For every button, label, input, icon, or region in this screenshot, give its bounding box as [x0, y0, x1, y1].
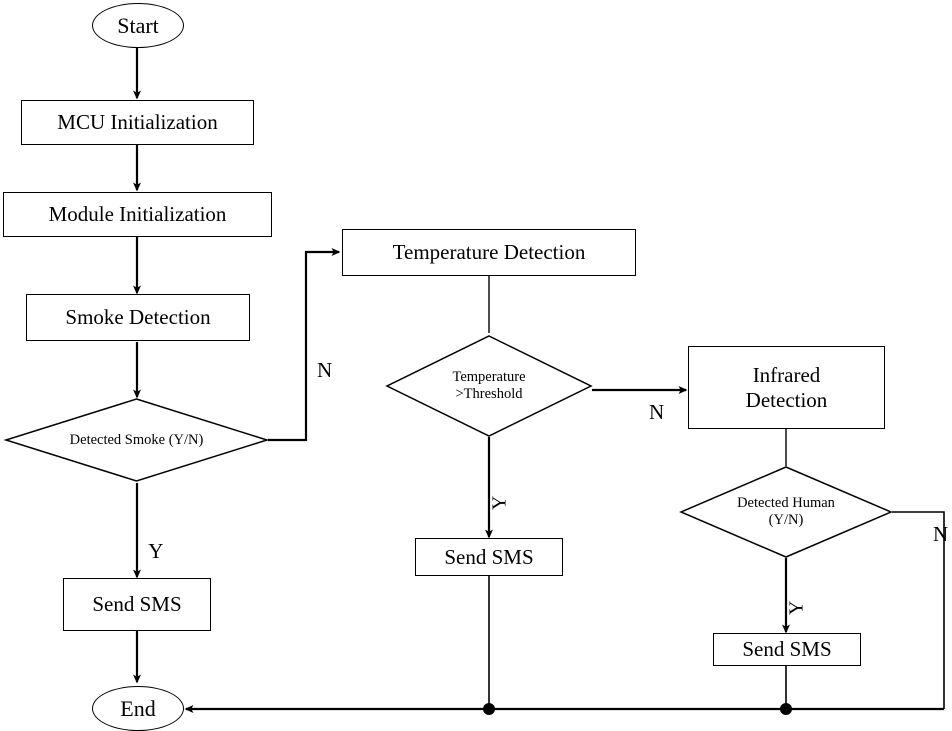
- node-temperature-decision: [386, 335, 592, 437]
- node-end-label: End: [120, 695, 156, 721]
- node-smoke-detection: [26, 294, 250, 341]
- node-mcu-initialization: [21, 100, 254, 145]
- edge-label-temperature-no: N: [649, 400, 665, 424]
- node-start-label: Start: [117, 12, 159, 38]
- node-human-decision-line1: Detected Human: [737, 495, 835, 512]
- node-mcu-initialization-label: MCU Initialization: [57, 110, 218, 135]
- node-send-sms-smoke-label: Send SMS: [92, 592, 182, 617]
- node-send-sms-human: [713, 633, 861, 666]
- node-smoke-decision: [5, 398, 268, 482]
- node-smoke-decision-label: Detected Smoke (Y/N): [69, 431, 204, 448]
- node-send-sms-temperature: [415, 538, 563, 576]
- node-temperature-detection: [342, 229, 636, 276]
- node-human-decision-line2: (Y/N): [768, 512, 804, 528]
- node-smoke-detection-label: Smoke Detection: [65, 305, 211, 330]
- edge-label-human-no: N: [933, 522, 949, 546]
- node-temperature-decision-line2: >Threshold: [455, 386, 523, 402]
- edge-label-smoke-yes: Y: [148, 539, 164, 563]
- node-human-decision: [680, 466, 892, 558]
- node-infrared-detection-line2: Detection: [745, 387, 828, 412]
- node-module-initialization: [3, 192, 272, 237]
- node-temperature-decision-line1: Temperature: [452, 369, 526, 386]
- node-send-sms-temperature-label: Send SMS: [444, 544, 534, 569]
- node-module-initialization-label: Module Initialization: [48, 202, 227, 227]
- node-end: [92, 686, 184, 731]
- edge-label-temperature-yes: Y: [488, 495, 511, 511]
- edge-label-smoke-no: N: [317, 358, 333, 382]
- edge-label-human-yes: Y: [785, 600, 808, 616]
- node-start: [92, 3, 184, 48]
- node-infrared-detection: [688, 346, 885, 429]
- node-temperature-detection-label: Temperature Detection: [392, 240, 586, 265]
- node-send-sms-human-label: Send SMS: [742, 637, 832, 662]
- node-infrared-detection-line1: Infrared: [752, 363, 821, 388]
